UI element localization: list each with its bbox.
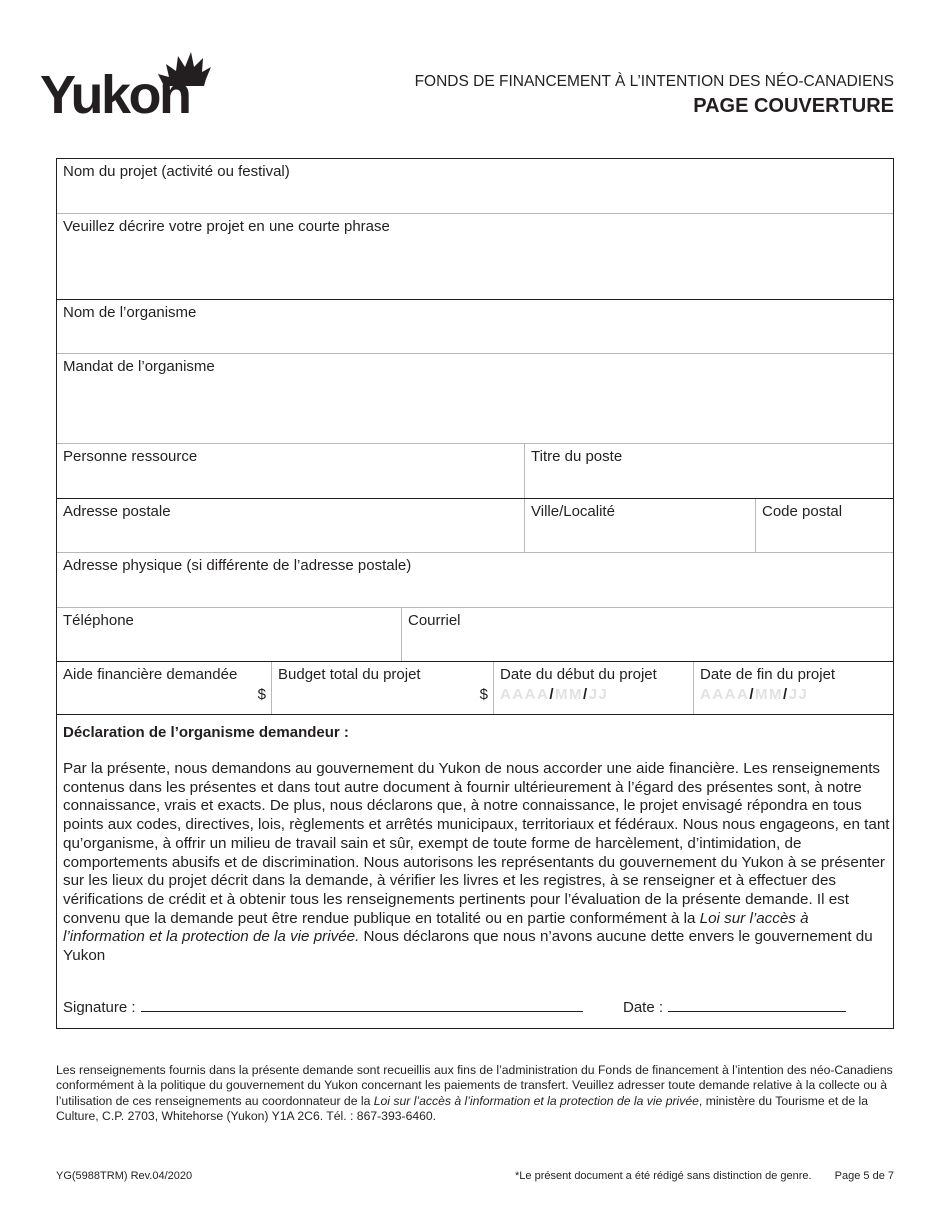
- declaration-closing: Nous déclarons que nous n’avons aucune dette envers le gouvernement du Yukon: [63, 928, 873, 965]
- organization-mandate-label: Mandat de l’organisme: [63, 358, 215, 375]
- start-date-placeholder[interactable]: [500, 686, 608, 703]
- date-separator: /: [749, 686, 756, 703]
- signature-date-field[interactable]: [623, 998, 846, 1016]
- dollar-sign: $: [479, 686, 488, 703]
- contact-person-field[interactable]: [57, 444, 524, 498]
- declaration-law-title: Loi sur l’accès à l’information et la protection de la vie privée.: [63, 909, 809, 946]
- address-row: [57, 499, 893, 553]
- end-date-placeholder[interactable]: [700, 686, 808, 703]
- total-budget-label: Budget total du projet: [278, 666, 421, 683]
- day-placeholder: JJ: [788, 686, 809, 703]
- year-placeholder: AAAA: [700, 686, 750, 703]
- physical-address-label: Adresse physique (si différente de l’adresse postale): [63, 557, 412, 574]
- gender-note: *Le présent document a été rédigé sans distinction de genre.: [515, 1170, 812, 1182]
- contact-person-label: Personne ressource: [63, 448, 198, 465]
- page-title: PAGE COUVERTURE: [693, 95, 894, 117]
- postal-code-label: Code postal: [762, 503, 843, 520]
- project-name-label: Nom du projet (activité ou festival): [63, 163, 290, 180]
- declaration-title: Déclaration de l’organisme demandeur :: [63, 724, 349, 741]
- privacy-notice-text: Les renseignements fournis dans la présente demande sont recueillis aux fins de l’administration du Fonds de financement à l’intention des néo-Canadiens conformément à la politique du gouvernement du Yukon concernant les paiements de transfert. Veuillez adresser toute demande relative à la collecte ou à l’utilisation de ces renseignements au coordonnateur de la: [56, 1063, 893, 1108]
- signature-date-line[interactable]: [668, 998, 846, 1012]
- day-placeholder: JJ: [588, 686, 609, 703]
- start-date-label: Date du début du projet: [500, 666, 657, 683]
- physical-address-field[interactable]: [57, 553, 893, 608]
- privacy-contact: , ministère du Tourisme et de la Culture, C.P. 2703, Whitehorse (Yukon) Y1A 2C6. Tél. : 867-393-6460.: [56, 1093, 869, 1124]
- privacy-law-title: Loi sur l’accès à l’information et la protection de la vie privée: [373, 1093, 699, 1108]
- organization-name-field[interactable]: [57, 300, 893, 354]
- signature-label: Signature :: [63, 999, 136, 1016]
- email-field[interactable]: [401, 608, 893, 661]
- phone-field[interactable]: [57, 608, 401, 661]
- month-placeholder: MM: [555, 686, 584, 703]
- date-separator: /: [583, 686, 589, 703]
- date-separator: /: [783, 686, 789, 703]
- total-budget-field[interactable]: [271, 662, 493, 714]
- job-title-field[interactable]: [524, 444, 893, 498]
- signature-field[interactable]: [63, 998, 583, 1016]
- contact-info-row: [57, 608, 893, 662]
- email-label: Courriel: [408, 612, 461, 629]
- declaration-section: [57, 715, 893, 1028]
- page-number: Page 5 de 7: [834, 1170, 894, 1182]
- funding-requested-label: Aide financière demandée: [63, 666, 238, 683]
- organization-name-label: Nom de l’organisme: [63, 304, 197, 321]
- fund-name: FONDS DE FINANCEMENT À L’INTENTION DES NÉO-CANADIENS: [414, 73, 894, 90]
- phone-label: Téléphone: [63, 612, 134, 629]
- declaration-text: [63, 760, 891, 966]
- city-field[interactable]: [524, 499, 755, 552]
- project-name-field[interactable]: [57, 159, 893, 214]
- month-placeholder: MM: [755, 686, 784, 703]
- date-separator: /: [549, 686, 556, 703]
- declaration-body: Par la présente, nous demandons au gouvernement du Yukon de nous accorder une aide financière. Les renseignements contenus dans les présentes et dans tout autre document à fournir ultérieurement à l’égard des présentes sont, à notre connaissance, vrais et exacts. De plus, nous déclarons que, à notre connaissance, le projet envisagé répondra en tous points aux codes, directives, lois, règlements et arrêtés municipaux, territoriaux et fédéraux. Nous nous engageons, en tant qu’organisme, à offrir un milieu de travail sain et sûr, exempt de toute forme de harcèlement, d’intimidation, de comportements abusifs et de discrimination. Nous autorisons les représentants du gouvernement du Yukon à se présenter sur les lieux du projet décrit dans la demande, à vérifier les livres et les registres, à se renseigner et à effectuer des vérifications de crédit et à obtenir tous les renseignements pertinents pour l’évaluation de la présente demande. Il est convenu que la demande peut être rendue publique en totalité ou en partie conformément à la: [63, 760, 890, 927]
- postal-code-field[interactable]: [755, 499, 893, 552]
- start-date-field[interactable]: [493, 662, 693, 714]
- year-placeholder: AAAA: [500, 686, 550, 703]
- project-description-field[interactable]: [57, 214, 893, 300]
- signature-line[interactable]: [141, 998, 583, 1012]
- funding-requested-field[interactable]: [57, 662, 271, 714]
- form-code: YG(5988TRM) Rev.04/2020: [56, 1170, 193, 1182]
- job-title-label: Titre du poste: [531, 448, 623, 465]
- dollar-sign: $: [257, 686, 266, 703]
- logo-wordmark: Yukon: [40, 65, 190, 125]
- organization-mandate-field[interactable]: [57, 354, 893, 444]
- project-description-label: Veuillez décrire votre projet en une courte phrase: [63, 218, 390, 235]
- privacy-notice: [56, 1063, 896, 1125]
- funding-row: [57, 662, 893, 715]
- mailing-address-label: Adresse postale: [63, 503, 171, 520]
- cover-page-form: [56, 158, 894, 1029]
- end-date-field[interactable]: [693, 662, 893, 714]
- end-date-label: Date de fin du projet: [700, 666, 836, 683]
- mailing-address-field[interactable]: [57, 499, 524, 552]
- yukon-logo: [40, 52, 212, 125]
- signature-date-label: Date :: [623, 999, 664, 1016]
- city-label: Ville/Localité: [531, 503, 615, 520]
- contact-row: [57, 444, 893, 499]
